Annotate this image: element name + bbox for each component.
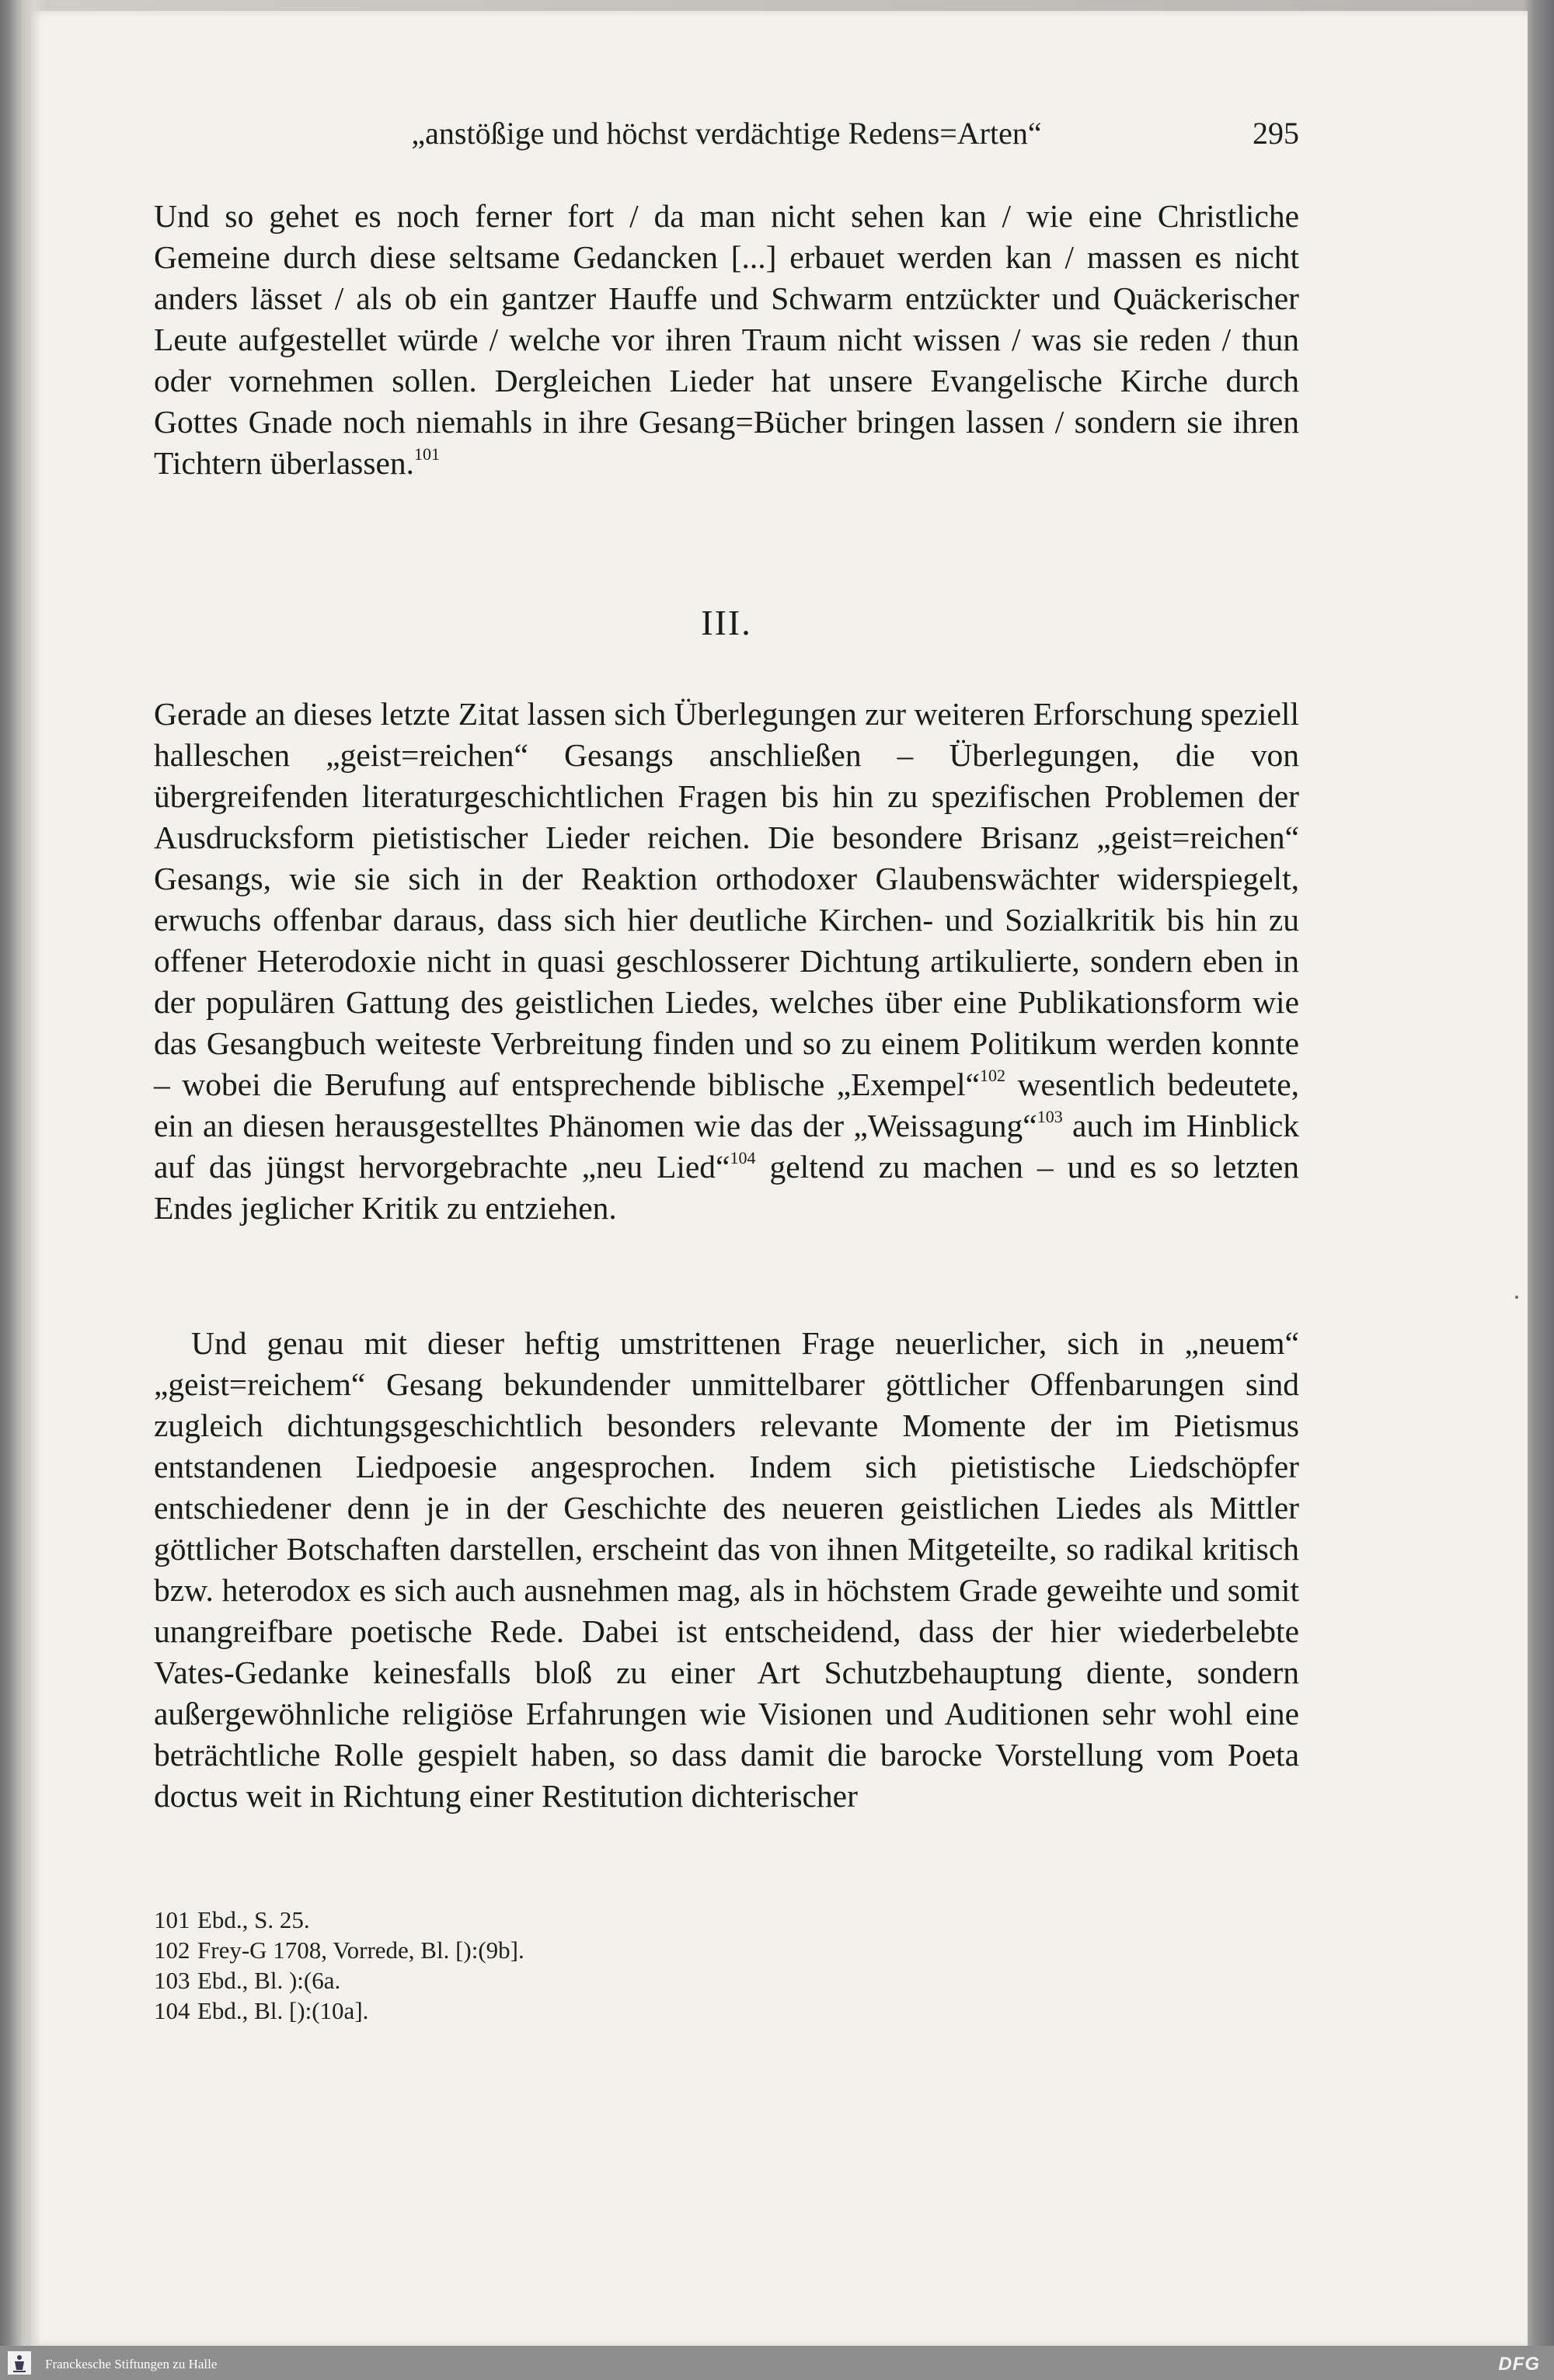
footnote-text: Ebd., S. 25.: [197, 1906, 310, 1933]
footnote-reference: 101: [414, 444, 441, 464]
page-number: 295: [1253, 116, 1299, 151]
paragraph-text: Gerade an dieses letzte Zitat lassen sich Überlegungen zur weiteren Erforschung speziell halleschen „geist=reichen“ Gesangs anschließen – Überlegungen, die von übergreifenden literaturgeschichtlichen Fragen bis hin zu spezifischen Problemen der Ausdrucksform pietistischer Lieder reichen. Die besondere Brisanz „geist=reichen“ Gesangs, wie sie sich in der Reaktion orthodoxer Glaubenswächter widerspiegelt, erwuchs offenbar daraus, dass sich hier deutliche Kirchen- und Sozialkritik bis hin zu offener Heterodoxie nicht in quasi geschlosserer Dichtung artikulierte, sondern eben in der populären Gattung des geistlichen Liedes, welches über eine Publikationsform wie das Gesangbuch weiteste Verbreitung finden und so zu einem Politikum werden konnte – wobei die Berufung auf entsprechende biblische „Exempel“: [154, 696, 1299, 1102]
paragraph-text: geltend zu machen – und es so letzten Endes jeglicher Kritik zu entziehen.: [154, 1149, 1299, 1226]
footnote-number: 101: [154, 1906, 190, 1933]
running-head-title: „anstößige und höchst verdächtige Redens=Arten“: [411, 116, 1042, 151]
footnote-reference: 103: [1037, 1107, 1063, 1126]
funder-logo: DFG: [1498, 2354, 1540, 2375]
footnote: [154, 1935, 1299, 1965]
footnote-number: 104: [154, 1997, 190, 2024]
footnote-text: Ebd., Bl. ):(6a.: [197, 1967, 341, 1994]
footnote-number: 102: [154, 1936, 190, 1964]
scan-speck: [1515, 1296, 1518, 1299]
footnote-reference: 102: [980, 1066, 1006, 1085]
footnote-number: 103: [154, 1967, 190, 1994]
paragraph-text: Und so gehet es noch ferner fort / da man nicht sehen kan / wie eine Christliche Gemeine durch diese seltsame Gedancken [...] erbauet werden kan / massen es nicht anders lässet / als ob ein gantzer Hauffe und Schwarm entzückter und Quäckerischer Leute aufgestellet würde / welche vor ihren Traum nicht wissen / was sie reden / thun oder vornehmen sollen. Dergleichen Lieder hat unsere Evangelische Kirche durch Gottes Gnade noch niemahls in ihre Gesang=Bücher bringen lassen / sondern sie ihren Tichtern überlassen.: [154, 198, 1299, 481]
institution-logo-icon: [8, 2351, 31, 2375]
paragraph-text: auch im Hinblick auf das jüngst hervorgebrachte „neu Lied“: [154, 1108, 1299, 1185]
running-head: [154, 115, 1299, 162]
paragraph-text: wesentlich bedeutete, ein an diesen herausgestelltes Phänomen wie das der „Weissagung“: [154, 1066, 1299, 1143]
footnote: [154, 1965, 1299, 1996]
section-heading: III.: [701, 603, 752, 642]
footnotes: [154, 1905, 1299, 2026]
block-quote-paragraph: [154, 196, 1299, 484]
body-paragraph: [154, 694, 1299, 1229]
body-paragraph: Und genau mit dieser heftig umstrittenen Frage neuerlicher, sich in „neuem“ „geist=reichem“ Gesang bekundender unmittelbarer göttlicher Offenbarungen sind zugleich dichtungsgeschichtlich besonders relevante Momente der im Pietismus entstandenen Liedpoesie angesprochen. Indem sich pietistische Liedschöpfer entschiedener denn je in der Geschichte des neueren geistlichen Liedes als Mittler göttlicher Botschaften darstellen, erscheint das von ihnen Mitgeteilte, so radikal kritisch bzw. heterodox es sich auch ausnehmen mag, als in höchstem Grade geweihte und somit unangreifbare poetische Rede. Dabei ist entscheidend, dass der hier wiederbelebte Vates-Gedanke keinesfalls bloß zu einer Art Schutzbehauptung diente, sondern außergewöhnliche religiöse Erfahrungen wie Visionen und Auditionen sehr wohl eine beträchtliche Rolle gespielt haben, so dass damit die barocke Vorstellung vom Poeta doctus weit in Richtung einer Restitution dichterischer: [154, 1325, 1299, 1814]
footnote: [154, 1905, 1299, 1935]
viewer-footer-bar: [0, 2346, 1554, 2380]
footnote: [154, 1996, 1299, 2026]
institution-label: Franckesche Stiftungen zu Halle: [45, 2357, 218, 2371]
footnote-text: Frey-G 1708, Vorrede, Bl. [):(9b].: [197, 1936, 524, 1964]
footnote-text: Ebd., Bl. [):(10a].: [197, 1997, 369, 2024]
footnote-reference: 104: [730, 1148, 756, 1167]
